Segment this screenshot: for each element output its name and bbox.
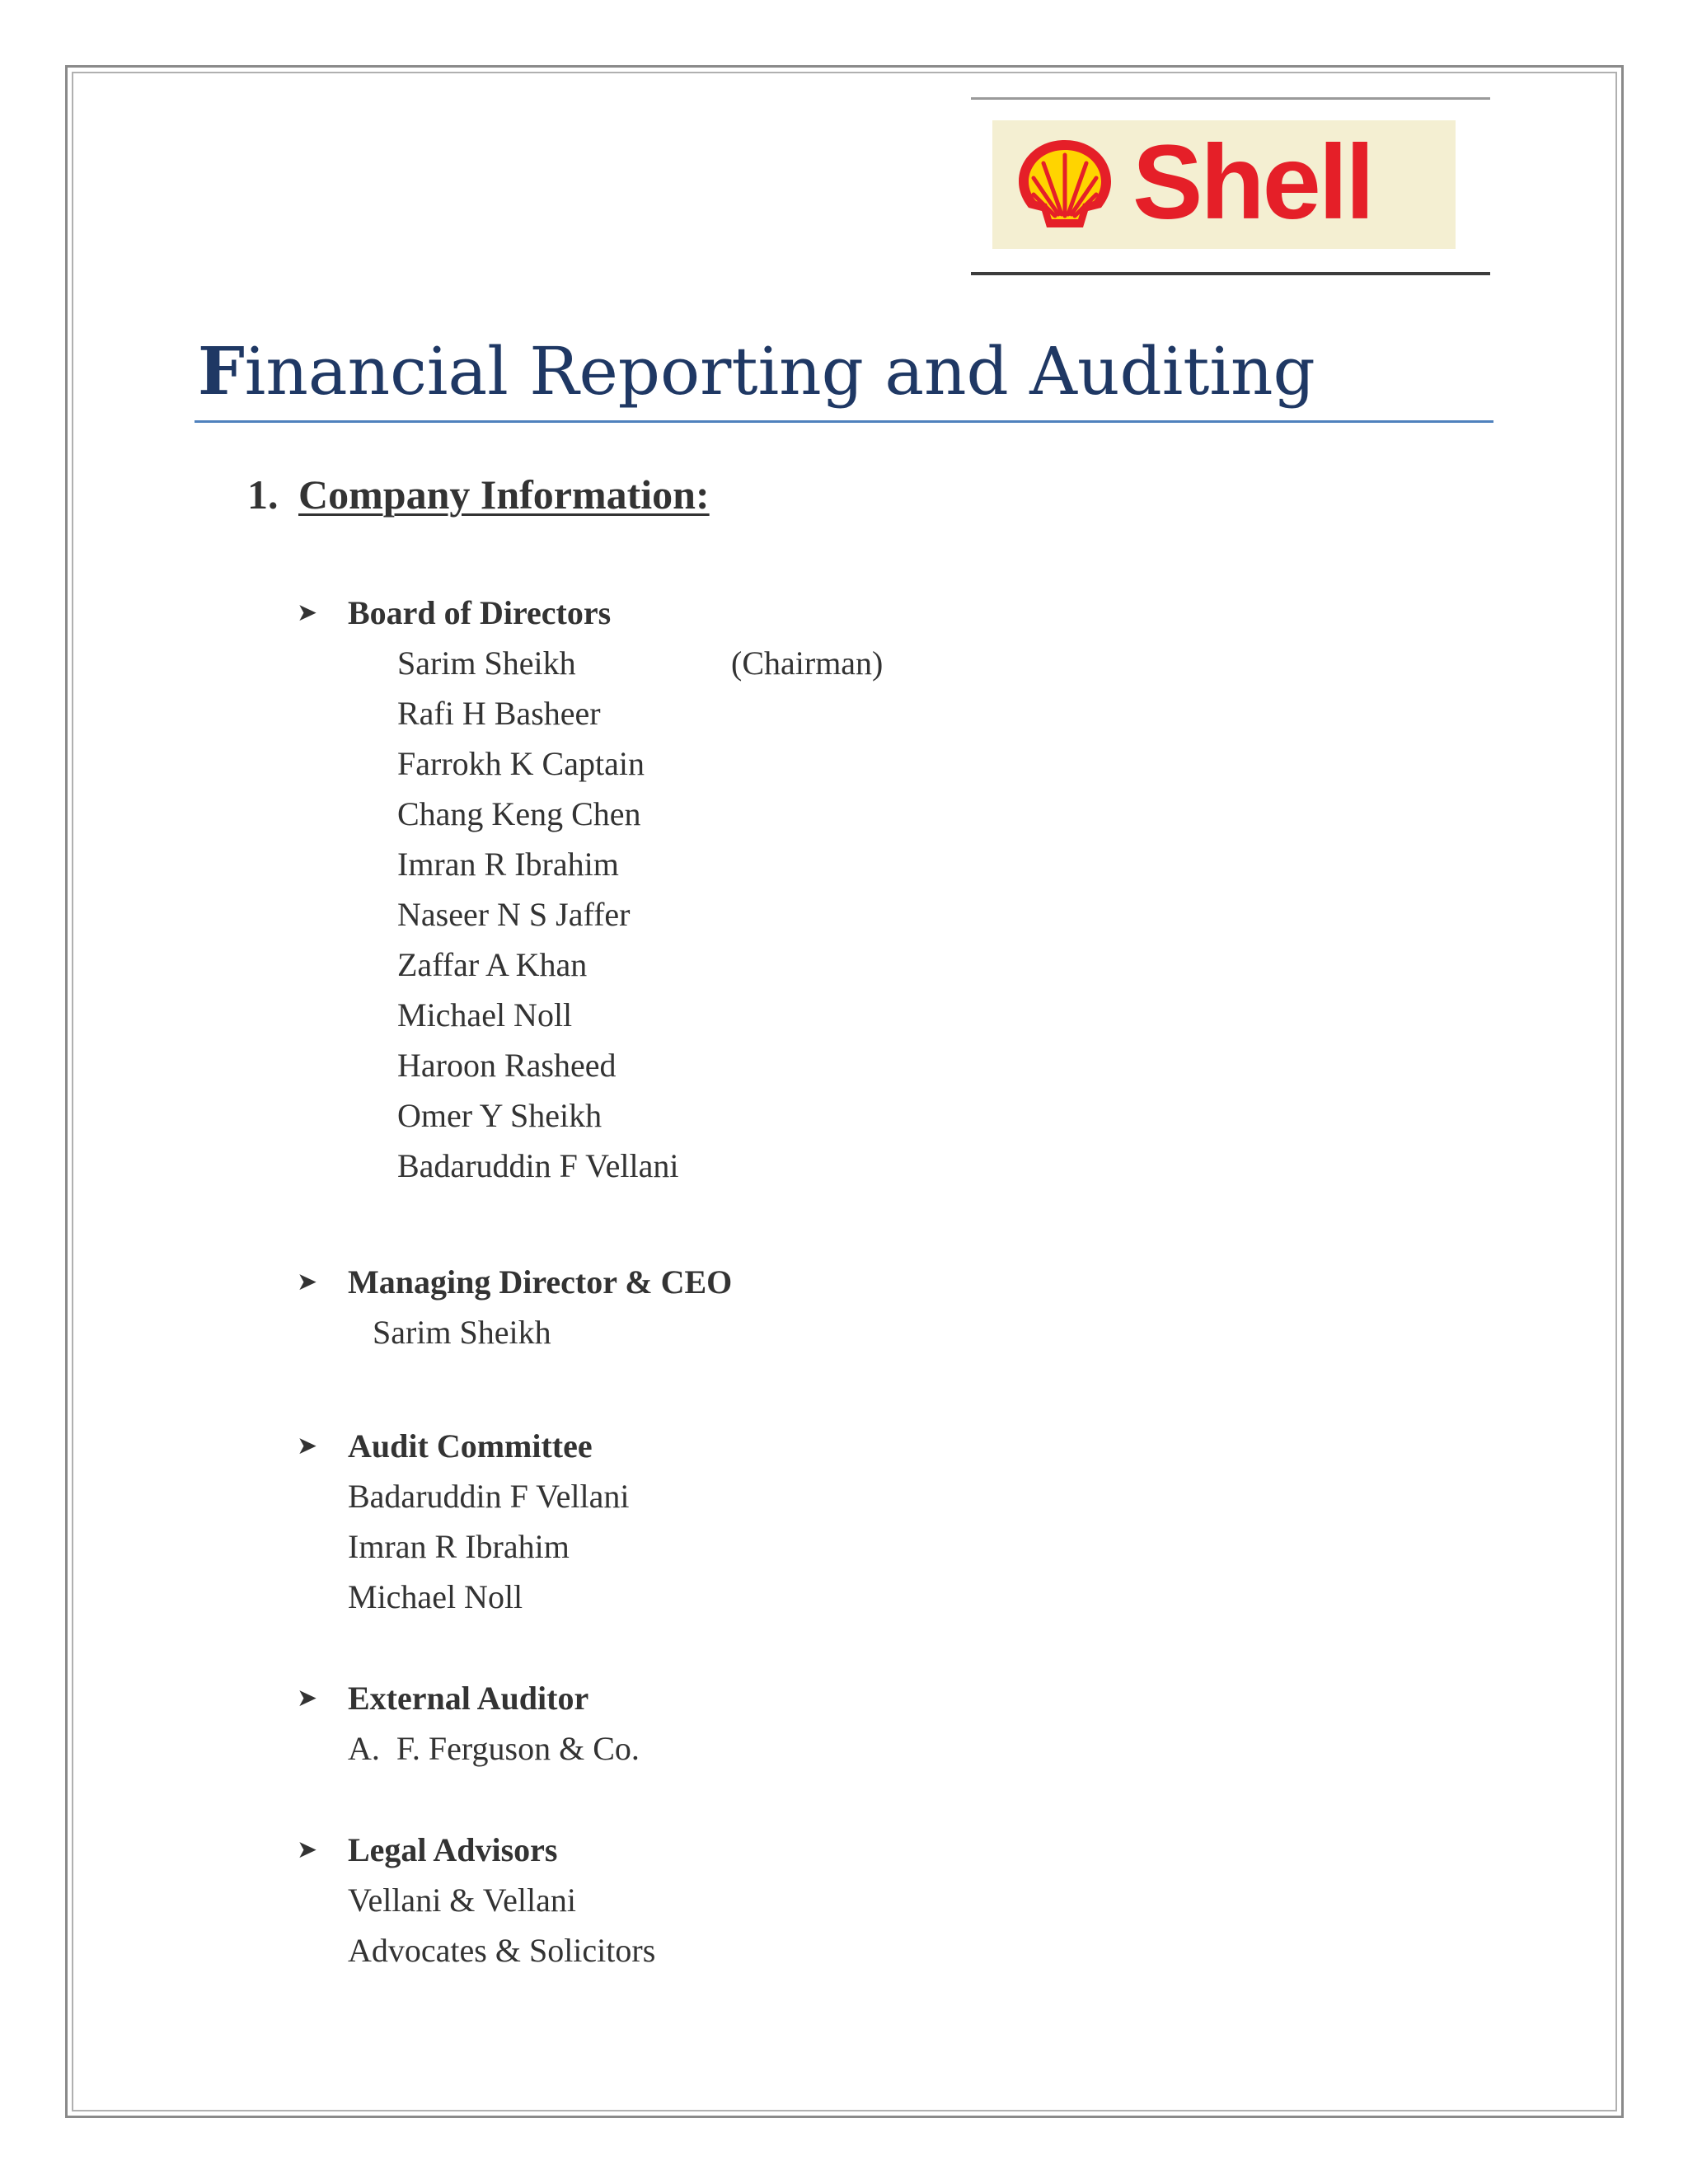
group-heading bbox=[297, 1825, 655, 1875]
list-item: Omer Y Sheikh bbox=[397, 1097, 603, 1134]
arrowhead-bullet-icon: ➤ bbox=[297, 598, 318, 627]
list-item: Imran R Ibrahim bbox=[348, 1528, 570, 1565]
list-item: Michael Noll bbox=[348, 1578, 523, 1615]
list-item: Michael Noll bbox=[397, 996, 573, 1033]
list-item: Vellani & Vellani bbox=[348, 1882, 576, 1919]
document-title bbox=[198, 321, 1315, 421]
list-item: Rafi H Basheer bbox=[397, 695, 601, 732]
list-item: Farrokh K Captain bbox=[397, 745, 645, 782]
legal-advisors-group bbox=[297, 1825, 655, 1975]
member-name: Sarim Sheikh bbox=[397, 644, 576, 682]
arrowhead-bullet-icon: ➤ bbox=[297, 1835, 318, 1864]
shell-logo-wordmark: Shell bbox=[1132, 124, 1372, 241]
title-underline-rule bbox=[195, 420, 1493, 423]
title-rest: inancial Reporting and Auditing bbox=[244, 333, 1315, 410]
shell-pecten-icon bbox=[1014, 135, 1116, 234]
list-item: Haroon Rasheed bbox=[397, 1047, 617, 1084]
group-heading-label: Managing Director & CEO bbox=[348, 1263, 733, 1301]
group-heading bbox=[297, 1257, 733, 1307]
list-item: Zaffar A Khan bbox=[397, 946, 588, 983]
group-heading-label: Board of Directors bbox=[348, 594, 612, 631]
group-heading bbox=[297, 1421, 629, 1471]
group-heading bbox=[297, 588, 678, 638]
list-item: Sarim Sheikh bbox=[373, 1314, 551, 1351]
arrowhead-bullet-icon: ➤ bbox=[297, 1684, 318, 1713]
list-item: Advocates & Solicitors bbox=[348, 1932, 656, 1969]
group-heading-label: Audit Committee bbox=[348, 1427, 593, 1465]
member-role: (Chairman) bbox=[731, 644, 884, 682]
list-item: A. F. Ferguson & Co. bbox=[348, 1730, 640, 1767]
audit-committee-group bbox=[297, 1421, 629, 1622]
list-item: Chang Keng Chen bbox=[397, 795, 641, 832]
list-item: Badaruddin F Vellani bbox=[348, 1478, 630, 1515]
list-item: Badaruddin F Vellani bbox=[397, 1147, 679, 1184]
group-heading bbox=[297, 1673, 640, 1723]
logo-top-rule bbox=[971, 97, 1490, 100]
board-of-directors-group bbox=[297, 588, 884, 1191]
arrowhead-bullet-icon: ➤ bbox=[297, 1432, 318, 1460]
title-first-letter: F bbox=[198, 332, 245, 410]
managing-director-group bbox=[297, 1257, 733, 1357]
section-heading-text: Company Information: bbox=[298, 471, 710, 518]
shell-logo bbox=[992, 120, 1456, 249]
list-item: Imran R Ibrahim bbox=[397, 846, 619, 883]
list-item: Naseer N S Jaffer bbox=[397, 896, 631, 933]
section-number: 1. bbox=[247, 471, 279, 518]
logo-bottom-rule bbox=[971, 272, 1490, 275]
list-item bbox=[397, 638, 884, 688]
external-auditor-group bbox=[297, 1673, 640, 1774]
section-heading bbox=[247, 466, 710, 523]
group-heading-label: External Auditor bbox=[348, 1680, 589, 1717]
group-heading-label: Legal Advisors bbox=[348, 1831, 558, 1868]
arrowhead-bullet-icon: ➤ bbox=[297, 1268, 318, 1296]
